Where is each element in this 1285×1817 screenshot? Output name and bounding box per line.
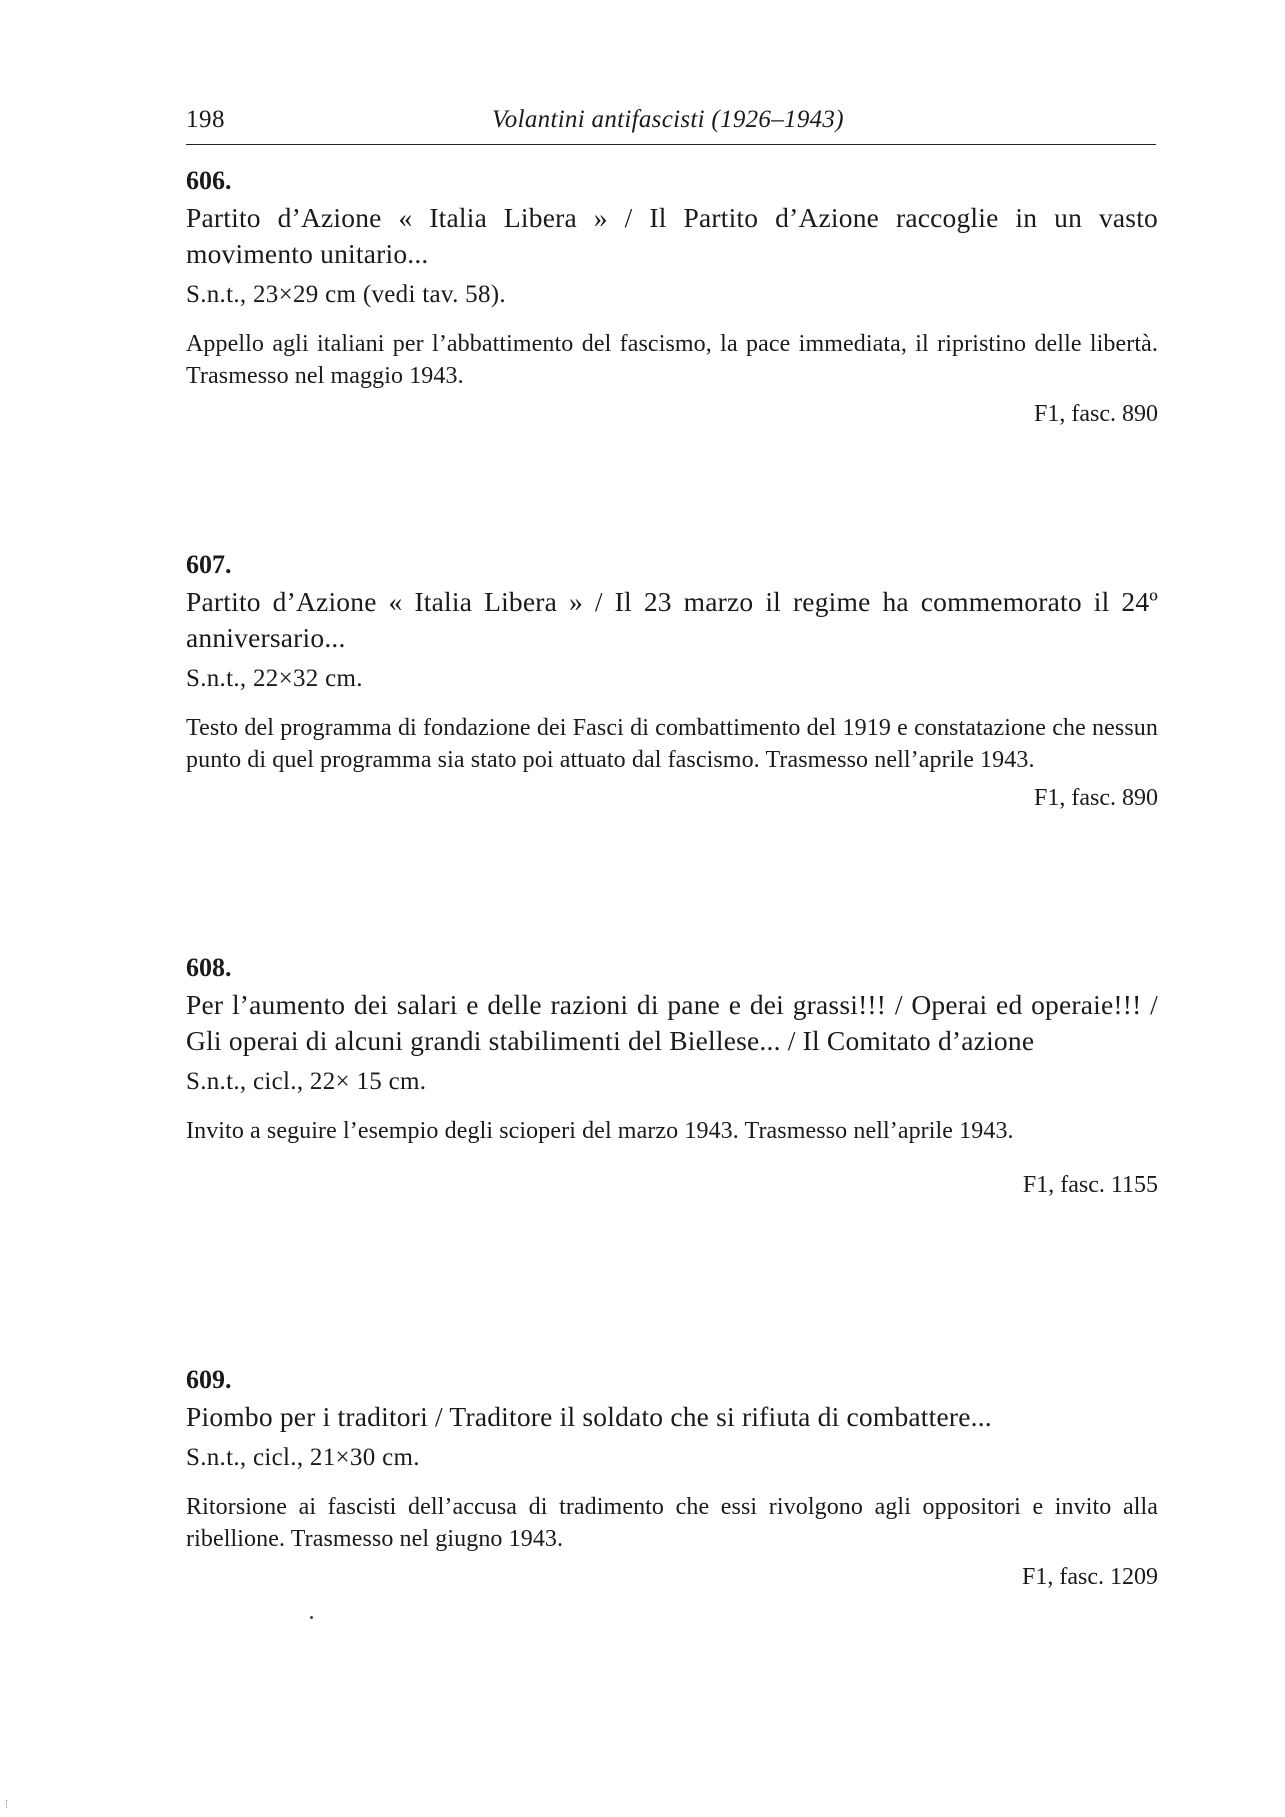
entry-title: Per l’aumento dei salari e delle razioni di pane e dei grassi!!! / Operai ed operaie!!! / Gli operai di alcuni grandi stabilimenti del Biellese... / Il Comitato d’azione — [186, 989, 1158, 1056]
entry-source: F1, fasc. 890 — [1034, 785, 1158, 811]
entry-number: 606. — [186, 166, 232, 195]
catalog-entry-608 — [186, 953, 1158, 1201]
entry-meta: S.n.t., cicl., 22× 15 cm. — [186, 1068, 427, 1095]
entry-number: 609. — [186, 1365, 232, 1394]
entry-source: F1, fasc. 1209 — [1022, 1564, 1158, 1590]
running-title: Volantini antifascisti (1926–1943) — [492, 106, 844, 133]
entry-source: F1, fasc. 1155 — [1022, 1172, 1158, 1198]
entry-description: Testo del programma di fondazione dei Fasci di combattimento del 1919 e constatazione che nessun punto di quel programma sia stato poi attuato dal fascismo. Trasmesso nell’aprile 1943. — [186, 715, 1158, 773]
running-head — [186, 104, 1156, 145]
entry-description: Ritorsione ai fascisti dell’accusa di tradimento che essi rivolgono agli oppositori e invito alla ribellione. Trasmesso nel giugno 1943. — [186, 1494, 1158, 1552]
catalog-entry-607 — [186, 550, 1158, 814]
entry-source: F1, fasc. 890 — [1034, 401, 1158, 427]
catalog-entry-606 — [186, 166, 1158, 430]
entry-number: 607. — [186, 550, 232, 579]
entry-description: Invito a seguire l’esempio degli scioperi del marzo 1943. Trasmesso nell’aprile 1943. — [186, 1118, 1014, 1144]
entry-description: Appello agli italiani per l’abbattimento del fascismo, la pace immediata, il ripristino delle libertà. Trasmesso nel maggio 1943. — [186, 331, 1158, 389]
scan-edge-mark — [6, 1800, 15, 1808]
entry-title: Partito d’Azione « Italia Libera » / Il Partito d’Azione raccoglie in un vasto movimento unitario... — [186, 202, 1158, 269]
print-speck — [310, 1616, 313, 1619]
catalog-entry-609 — [186, 1365, 1158, 1593]
entry-meta: S.n.t., cicl., 21×30 cm. — [186, 1444, 420, 1471]
entry-meta: S.n.t., 22×32 cm. — [186, 665, 363, 692]
entry-number: 608. — [186, 953, 232, 982]
entry-meta: S.n.t., 23×29 cm (vedi tav. 58). — [186, 281, 506, 308]
page-number: 198 — [186, 106, 225, 133]
entry-title: Partito d’Azione « Italia Libera » / Il 23 marzo il regime ha commemorato il 24º anniversario... — [186, 586, 1158, 653]
entry-title: Piombo per i traditori / Traditore il soldato che si rifiuta di combattere... — [186, 1401, 992, 1432]
